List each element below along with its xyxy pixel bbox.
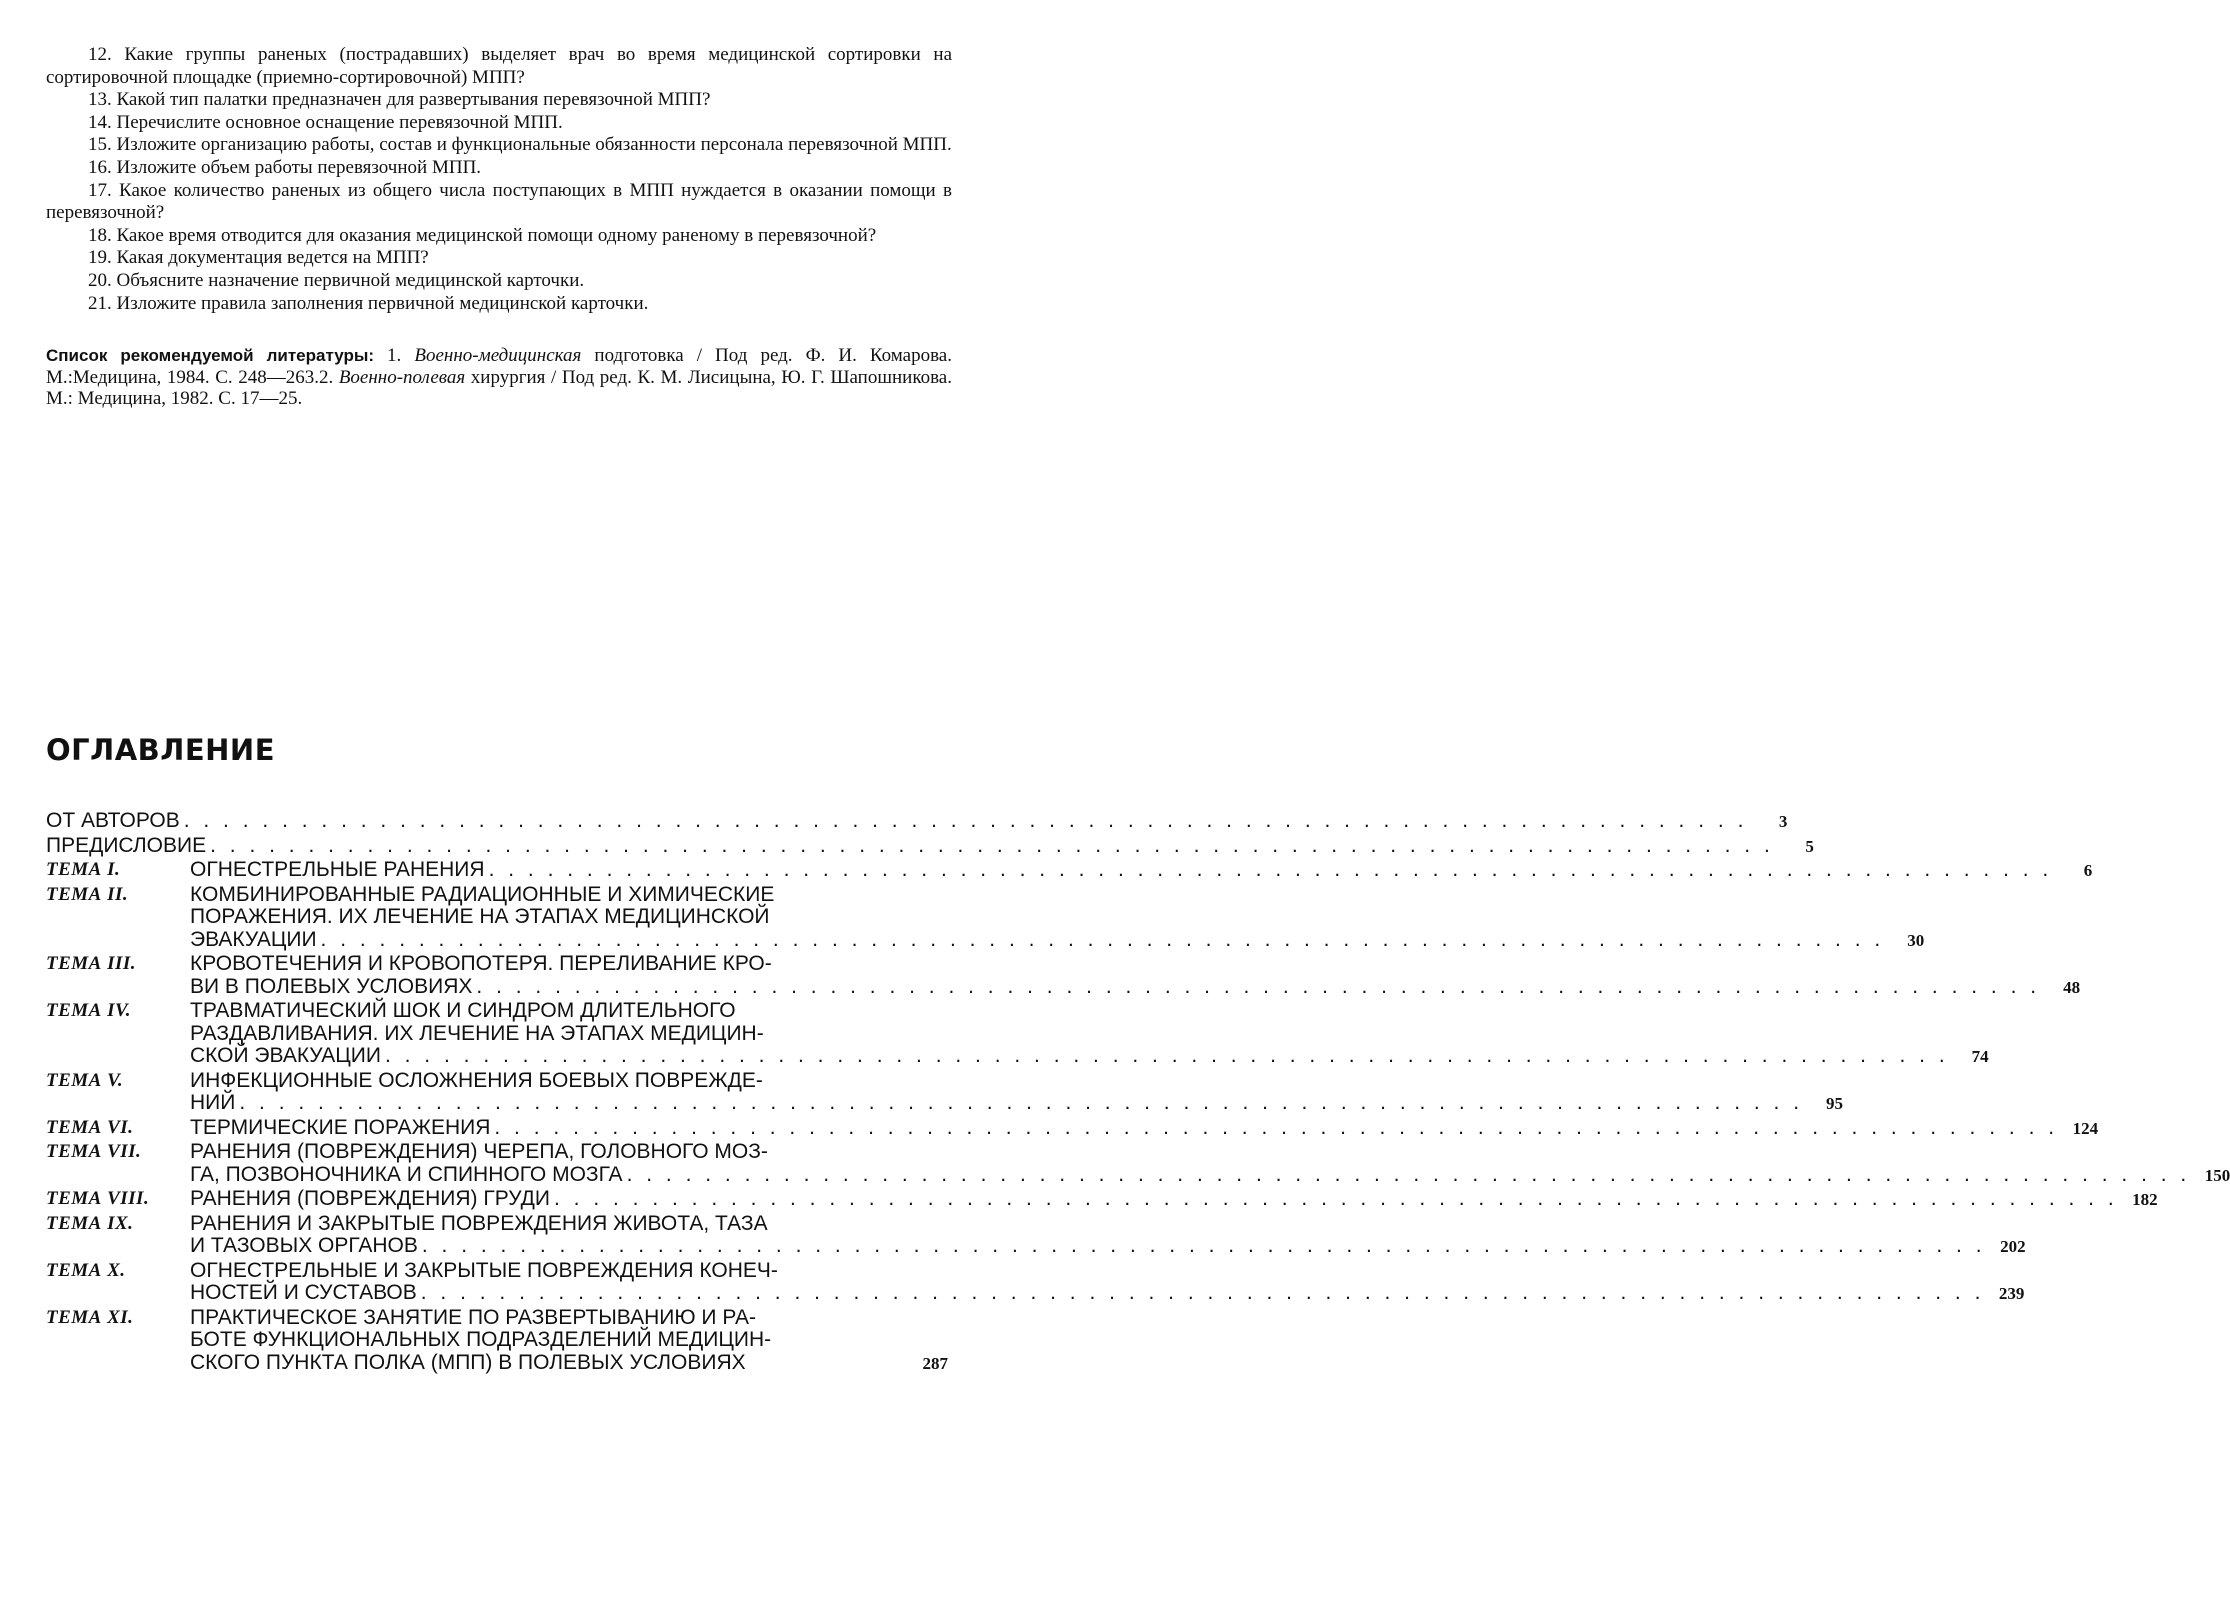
toc-entry-label: ТЕМА II. <box>46 883 129 905</box>
toc-page-number: 95 <box>1826 1094 1844 1113</box>
toc-entry-row <box>190 1045 1989 1069</box>
toc-entry-body <box>190 1260 2024 1306</box>
toc-page-number: 3 <box>1778 812 1788 831</box>
toc-leader-dots: . . . . . . . . . . . . . . . . . . . . . . . . . . . . . . . . . . . . . . . . . . . . . . . . . . . . . . . . . . . . . . . . . . . . . . . . . . . . . . . . <box>476 974 2041 998</box>
references-text: 1. <box>374 345 415 367</box>
toc-entry-row <box>190 929 1924 953</box>
question-item: 12. Какие группы раненых (пострадавших) выделяет врач во время медицинской сортировки на сортировочной площадке (приемно-сортировочной) МПП? <box>46 44 952 88</box>
toc-entry-body <box>190 884 1924 953</box>
toc-entry-body <box>190 1188 2158 1212</box>
toc-entry-line: СКОГО ПУНКТА ПОЛКА (МПП) В ПОЛЕВЫХ УСЛОВИЯХ <box>190 1350 746 1374</box>
toc-entry-line: ОТ АВТОРОВ <box>46 809 180 832</box>
toc-entry-line: НИЙ <box>190 1091 236 1114</box>
toc-page-number: 48 <box>2063 977 2081 997</box>
toc-page-number: 74 <box>1971 1047 1989 1066</box>
toc-page-number: 5 <box>1805 836 1814 856</box>
toc-entry-line: СКОЙ ЭВАКУАЦИИ <box>190 1044 381 1067</box>
toc-entry-row <box>190 1092 1843 1116</box>
toc-entry-line: ТЕРМИЧЕСКИЕ ПОРАЖЕНИЯ <box>190 1115 491 1139</box>
toc-leader-dots: . . . . . . . . . . . . . . . . . . . . . . . . . . . . . . . . . . . . . . . . . . . . . . . . . . . . . . . . . . . . . . . . . . . . . . . . . . . . . . . . <box>626 1162 2191 1186</box>
toc-entry-row <box>190 1164 2230 1188</box>
toc-entry-line: ОГНЕСТРЕЛЬНЫЕ И ЗАКРЫТЫЕ ПОВРЕЖДЕНИЯ КОНЕЧ- <box>190 1258 778 1282</box>
questions-list <box>46 44 952 315</box>
toc-entry-label: ТЕМА X. <box>46 1259 126 1281</box>
toc-entry-line: РАНЕНИЯ (ПОВРЕЖДЕНИЯ) ЧЕРЕПА, ГОЛОВНОГО МОЗ- <box>190 1140 768 1163</box>
toc-page-number: 182 <box>2132 1190 2158 1209</box>
toc-entry <box>46 1258 2025 1306</box>
references-lead: Список рекомендуемой литературы: <box>46 346 375 366</box>
references <box>46 345 952 410</box>
toc-entry-row <box>190 1352 948 1376</box>
toc-page-number: 124 <box>2072 1118 2099 1138</box>
question-item: 17. Какое количество раненых из общего числа поступающих в МПП нуждается в оказании помощи в перевязочной? <box>46 179 952 224</box>
toc-leader-dots: . . . . . . . . . . . . . . . . . . . . . . . . . . . . . . . . . . . . . . . . . . . . . . . . . . . . . . . . . . . . . . . . . . . . . . . . . . . . . . . . <box>553 1187 2118 1210</box>
toc-leader-dots: . . . . . . . . . . . . . . . . . . . . . . . . . . . . . . . . . . . . . . . . . . . . . . . . . . . . . . . . . . . . . . . . . . . . . . . . . . . . . . . . <box>488 858 2053 881</box>
toc-entry-body <box>190 859 2092 883</box>
toc-page-number: 202 <box>2000 1237 2026 1256</box>
toc-entry <box>46 1187 2158 1212</box>
toc-entry-label: ТЕМА I. <box>46 859 121 880</box>
toc-entry-line: ВИ В ПОЛЕВЫХ УСЛОВИЯХ <box>190 974 473 998</box>
toc-entry-line: И ТАЗОВЫХ ОРГАНОВ <box>190 1234 418 1257</box>
toc-entry <box>46 1115 2099 1141</box>
toc-entry <box>46 809 1788 834</box>
toc-entry-line: РАЗДАВЛИВАНИЯ. ИХ ЛЕЧЕНИЕ НА ЭТАПАХ МЕДИЦИН- <box>190 1021 764 1045</box>
references-text: хирургия / Под ред. К. М. Лисицына, Ю. Г. Шапошникова. М.: Медицина, 1982. С. 17—25. <box>46 366 952 410</box>
toc-entry-line: ПРЕДИСЛОВИЕ <box>46 833 207 857</box>
toc-entry-row <box>190 1282 2024 1306</box>
toc-entry-row <box>46 810 1787 834</box>
toc-entry-body <box>190 953 2080 999</box>
toc-entry-body <box>190 1000 1989 1069</box>
toc-entry-line: ГА, ПОЗВОНОЧНИКА И СПИННОГО МОЗГА <box>190 1162 623 1186</box>
toc-entry-row <box>46 835 1814 859</box>
toc-entry-line: РАНЕНИЯ (ПОВРЕЖДЕНИЯ) ГРУДИ <box>190 1187 550 1210</box>
toc-entry-line: РАНЕНИЯ И ЗАКРЫТЫЕ ПОВРЕЖДЕНИЯ ЖИВОТА, ТАЗА <box>190 1211 768 1235</box>
toc-entry-line: БОТЕ ФУНКЦИОНАЛЬНЫХ ПОДРАЗДЕЛЕНИЙ МЕДИЦИН- <box>190 1328 772 1351</box>
references-title-1: Военно-медицинская <box>414 345 582 367</box>
toc-entry <box>46 1307 948 1376</box>
toc-leader-dots: . . . . . . . . . . . . . . . . . . . . . . . . . . . . . . . . . . . . . . . . . . . . . . . . . . . . . . . . . . . . . . . . . . . . . . . . . . . . . . . . <box>239 1091 1804 1114</box>
toc-entry-body <box>46 810 1787 834</box>
toc-entry-row <box>190 1188 2158 1212</box>
toc-leader-dots: . . . . . . . . . . . . . . . . . . . . . . . . . . . . . . . . . . . . . . . . . . . . . . . . . . . . . . . . . . . . . . . . . . . . . . . . . . . . . . . . <box>494 1115 2059 1139</box>
toc-entry <box>46 833 1814 859</box>
toc-leader-dots: . . . . . . . . . . . . . . . . . . . . . . . . . . . . . . . . . . . . . . . . . . . . . . . . . . . . . . . . . . . . . . . . . . . . . . . . . . . . . . . . <box>420 1281 1985 1304</box>
toc-entry-body <box>190 1213 2026 1259</box>
toc-entry-label: ТЕМА VI. <box>46 1116 134 1138</box>
toc-entry-label: ТЕМА IV. <box>46 1000 131 1021</box>
toc-title: ОГЛАВЛЕНИЕ <box>46 733 276 767</box>
question-item: 15. Изложите организацию работы, состав и функциональные обязанности персонала перевязочной МПП. <box>88 134 952 156</box>
toc-entry-label: ТЕМА III. <box>46 953 137 974</box>
toc-entry-line: НОСТЕЙ И СУСТАВОВ <box>190 1281 417 1304</box>
toc-leader-dots: . . . . . . . . . . . . . . . . . . . . . . . . . . . . . . . . . . . . . . . . . . . . . . . . . . . . . . . . . . . . . . . . . . . . . . . . . . . . . . . . <box>384 1044 1949 1067</box>
table-of-contents <box>46 809 2230 1376</box>
toc-entry-body <box>190 1070 1843 1116</box>
toc-page-number: 287 <box>922 1353 948 1373</box>
question-item: 14. Перечислите основное оснащение перевязочной МПП. <box>88 111 563 133</box>
toc-entry-row <box>190 1117 2098 1141</box>
toc-entry <box>46 1068 1844 1116</box>
question-item: 20. Объясните назначение первичной медицинской карточки. <box>88 269 585 291</box>
toc-entry <box>46 1211 2026 1259</box>
toc-entry-row <box>190 1235 2026 1259</box>
toc-entry-line: ИНФЕКЦИОННЫЕ ОСЛОЖНЕНИЯ БОЕВЫХ ПОВРЕЖДЕ- <box>190 1068 763 1092</box>
toc-entry-line: КОМБИНИРОВАННЫЕ РАДИАЦИОННЫЕ И ХИМИЧЕСКИЕ <box>190 882 775 906</box>
toc-entry <box>46 882 1925 953</box>
toc-entry <box>46 1140 2230 1187</box>
toc-leader-dots: . . . . . . . . . . . . . . . . . . . . . . . . . . . . . . . . . . . . . . . . . . . . . . . . . . . . . . . . . . . . . . . . . . . . . . . . . . . . . . . . <box>421 1234 1986 1257</box>
toc-leader-dots: . . . . . . . . . . . . . . . . . . . . . . . . . . . . . . . . . . . . . . . . . . . . . . . . . . . . . . . . . . . . . . . . . . . . . . . . . . . . . . . . <box>183 809 1748 832</box>
toc-entry-label: ТЕМА XI. <box>46 1306 134 1328</box>
toc-entry <box>46 858 2093 883</box>
toc-page-number: 6 <box>2083 861 2093 880</box>
question-item: 19. Какая документация ведется на МПП? <box>88 247 429 269</box>
toc-entry-body <box>190 1141 2230 1187</box>
references-text: подготовка / Под ред. Ф. И. Комарова. М.:Медицина, 1984. С. 248—263.2. <box>46 345 952 388</box>
toc-entry-line: ЭВАКУАЦИИ <box>190 927 317 951</box>
toc-leader-dots: . . . . . . . . . . . . . . . . . . . . . . . . . . . . . . . . . . . . . . . . . . . . . . . . . . . . . . . . . . . . . . . . . . . . . . . . . . . . . . . . <box>210 833 1774 857</box>
toc-entry-line: ТРАВМАТИЧЕСКИЙ ШОК И СИНДРОМ ДЛИТЕЛЬНОГО <box>190 999 736 1022</box>
toc-entry-label: ТЕМА VII. <box>46 1141 142 1162</box>
question-item: 21. Изложите правила заполнения первичной медицинской карточки. <box>88 292 649 314</box>
toc-entry-label: ТЕМА V. <box>46 1069 124 1091</box>
toc-entry-body <box>190 1117 2098 1141</box>
question-item: 13. Какой тип палатки предназначен для развертывания перевязочной МПП? <box>88 89 711 111</box>
toc-entry-row <box>190 976 2080 1000</box>
toc-entry-row <box>190 859 2092 883</box>
question-item: 16. Изложите объем работы перевязочной МПП. <box>88 156 482 178</box>
question-item: 18. Какое время отводится для оказания медицинской помощи одному раненому в перевязочной? <box>88 224 877 246</box>
references-title-2: Военно-полевая <box>338 366 466 388</box>
toc-entry-label: ТЕМА VIII. <box>46 1188 150 1209</box>
toc-entry-label: ТЕМА IX. <box>46 1212 134 1234</box>
toc-entry <box>46 999 1989 1069</box>
toc-page-number: 239 <box>1998 1284 2025 1303</box>
toc-entry-body <box>46 835 1814 859</box>
toc-entry-line: ОГНЕСТРЕЛЬНЫЕ РАНЕНИЯ <box>190 858 485 881</box>
toc-page-number: 150 <box>2204 1165 2230 1185</box>
toc-entry-line: ПРАКТИЧЕСКОЕ ЗАНЯТИЕ ПО РАЗВЕРТЫВАНИЮ И РА- <box>190 1305 756 1329</box>
toc-leader-dots: . . . . . . . . . . . . . . . . . . . . . . . . . . . . . . . . . . . . . . . . . . . . . . . . . . . . . . . . . . . . . . . . . . . . . . . . . . . . . . . . <box>320 927 1885 951</box>
toc-entry-line: ПОРАЖЕНИЯ. ИХ ЛЕЧЕНИЕ НА ЭТАПАХ МЕДИЦИНСКОЙ <box>190 905 770 928</box>
toc-entry-body <box>190 1307 948 1376</box>
toc-page-number: 30 <box>1907 930 1925 950</box>
toc-entry <box>46 952 2081 999</box>
toc-entry-line: КРОВОТЕЧЕНИЯ И КРОВОПОТЕРЯ. ПЕРЕЛИВАНИЕ КРО- <box>190 952 772 975</box>
